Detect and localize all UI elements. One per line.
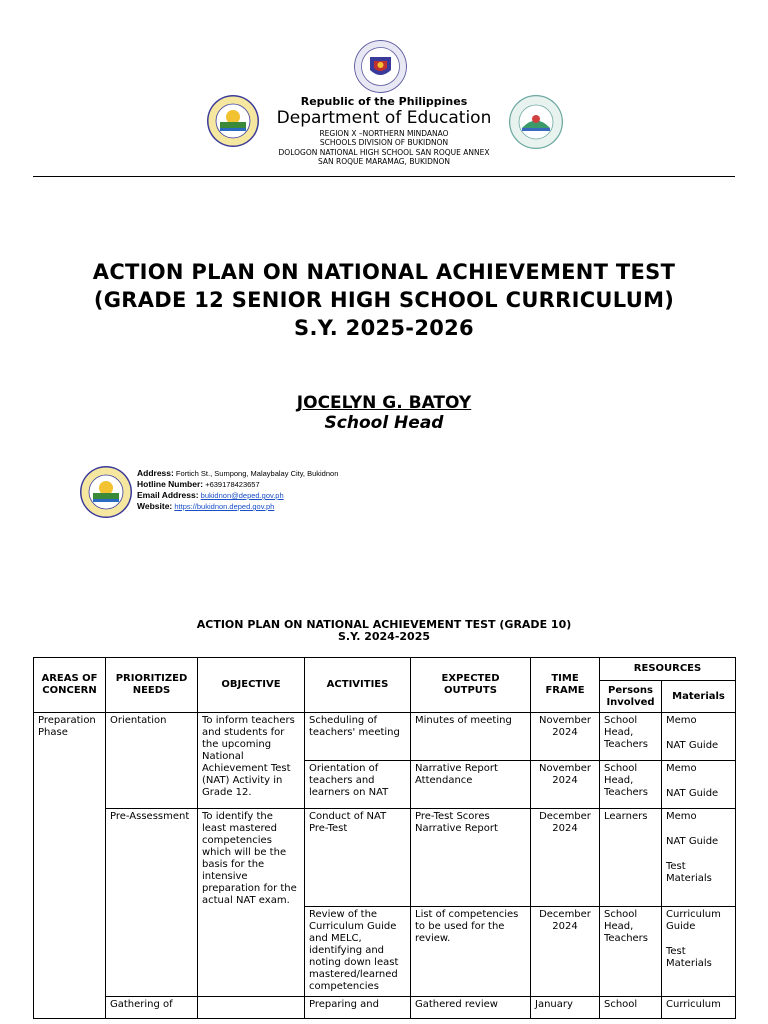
table-title	[0, 619, 768, 643]
title-line-3: S.Y. 2025-2026	[294, 316, 474, 340]
materials-cell: Curriculum	[662, 997, 736, 1019]
department-name: Department of Education	[276, 108, 492, 128]
address-line: SAN ROQUE MARAMAG, BUKIDNON	[317, 157, 450, 166]
website-link[interactable]: https://bukidnon.deped.gov.ph	[174, 502, 275, 511]
materials-cell: Memo NAT Guide	[662, 761, 736, 809]
col-materials: Materials	[662, 681, 736, 713]
output-cell: Pre-Test Scores Narrative Report	[411, 809, 531, 907]
time-cell: December 2024	[531, 809, 600, 907]
table-row	[34, 809, 736, 907]
contact-email: Email Address: bukidnon@deped.gov.ph	[137, 490, 284, 500]
contact-block	[137, 468, 338, 512]
email-link[interactable]: bukidnon@deped.gov.ph	[200, 491, 284, 500]
title-line-2: (GRADE 12 SENIOR HIGH SCHOOL CURRICULUM)	[93, 288, 675, 312]
division-line: SCHOOLS DIVISION OF BUKIDNON	[319, 138, 449, 147]
col-objective: OBJECTIVE	[198, 658, 305, 713]
area-cell: Preparation Phase	[34, 713, 106, 1019]
table-header-row	[34, 658, 736, 681]
materials-cell: Memo NAT Guide Test Materials	[662, 809, 736, 907]
col-activities: ACTIVITIES	[305, 658, 411, 713]
col-time: TIME FRAME	[531, 658, 600, 713]
objective-cell: To identify the least mastered competencies which will be the basis for the intensive preparation for the actual NAT exam.	[198, 809, 305, 997]
activity-cell: Conduct of NAT Pre-Test	[305, 809, 411, 907]
activity-cell: Review of the Curriculum Guide and MELC, identifying and noting down least mastered/learned competencies	[305, 907, 411, 997]
time-cell: November 2024	[531, 713, 600, 761]
persons-cell: School Head, Teachers	[600, 761, 662, 809]
school-head-name: JOCELYN G. BATOY	[296, 393, 472, 413]
activity-cell: Scheduling of teachers' meeting	[305, 713, 411, 761]
output-cell: Minutes of meeting	[411, 713, 531, 761]
footer-division-seal-logo	[80, 466, 132, 518]
need-cell: Gathering of	[106, 997, 198, 1019]
document-title	[0, 258, 768, 342]
time-cell: November 2024	[531, 761, 600, 809]
time-cell: December 2024	[531, 907, 600, 997]
need-cell: Pre-Assessment	[106, 809, 198, 997]
contact-address: Address: Fortich St., Sumpong, Malaybalay City, Bukidnon	[137, 468, 339, 478]
header-divider	[33, 176, 735, 177]
col-persons: Persons Involved	[600, 681, 662, 713]
output-cell: List of competencies to be used for the review.	[411, 907, 531, 997]
objective-cell: To inform teachers and students for the upcoming National Achievement Test (NAT) Activity in Grade 12.	[198, 713, 305, 809]
action-plan-table	[33, 657, 736, 1019]
table-title-line-2: S.Y. 2024-2025	[337, 630, 431, 643]
republic-label: Republic of the Philippines	[300, 95, 468, 108]
contact-website: Website: https://bukidnon.deped.gov.ph	[137, 501, 275, 511]
table-row	[34, 713, 736, 761]
need-cell: Orientation	[106, 713, 198, 809]
col-resources: RESOURCES	[600, 658, 736, 681]
output-cell: Narrative Report Attendance	[411, 761, 531, 809]
table-row	[34, 997, 736, 1019]
col-needs: PRIORITIZED NEEDS	[106, 658, 198, 713]
persons-cell: School Head, Teachers	[600, 713, 662, 761]
activity-cell: Orientation of teachers and learners on NAT	[305, 761, 411, 809]
table-title-line-1: ACTION PLAN ON NATIONAL ACHIEVEMENT TEST (GRADE 10)	[196, 618, 572, 631]
activity-cell: Preparing and	[305, 997, 411, 1019]
deped-seal-logo	[354, 40, 407, 93]
title-line-1: ACTION PLAN ON NATIONAL ACHIEVEMENT TEST	[92, 260, 676, 284]
col-areas: AREAS OF CONCERN	[34, 658, 106, 713]
persons-cell: Learners	[600, 809, 662, 907]
school-head-role: School Head	[324, 413, 444, 433]
persons-cell: School Head, Teachers	[600, 907, 662, 997]
region-line: REGION X –NORTHERN MINDANAO	[319, 129, 449, 138]
persons-cell: School	[600, 997, 662, 1019]
materials-cell: Curriculum Guide Test Materials	[662, 907, 736, 997]
contact-hotline: Hotline Number: +639178423657	[137, 479, 260, 489]
materials-cell: Memo NAT Guide	[662, 713, 736, 761]
objective-cell	[198, 997, 305, 1019]
col-outputs: EXPECTED OUTPUTS	[411, 658, 531, 713]
school-line: DOLOGON NATIONAL HIGH SCHOOL SAN ROQUE ANNEX	[278, 148, 490, 157]
output-cell: Gathered review	[411, 997, 531, 1019]
time-cell: January	[531, 997, 600, 1019]
